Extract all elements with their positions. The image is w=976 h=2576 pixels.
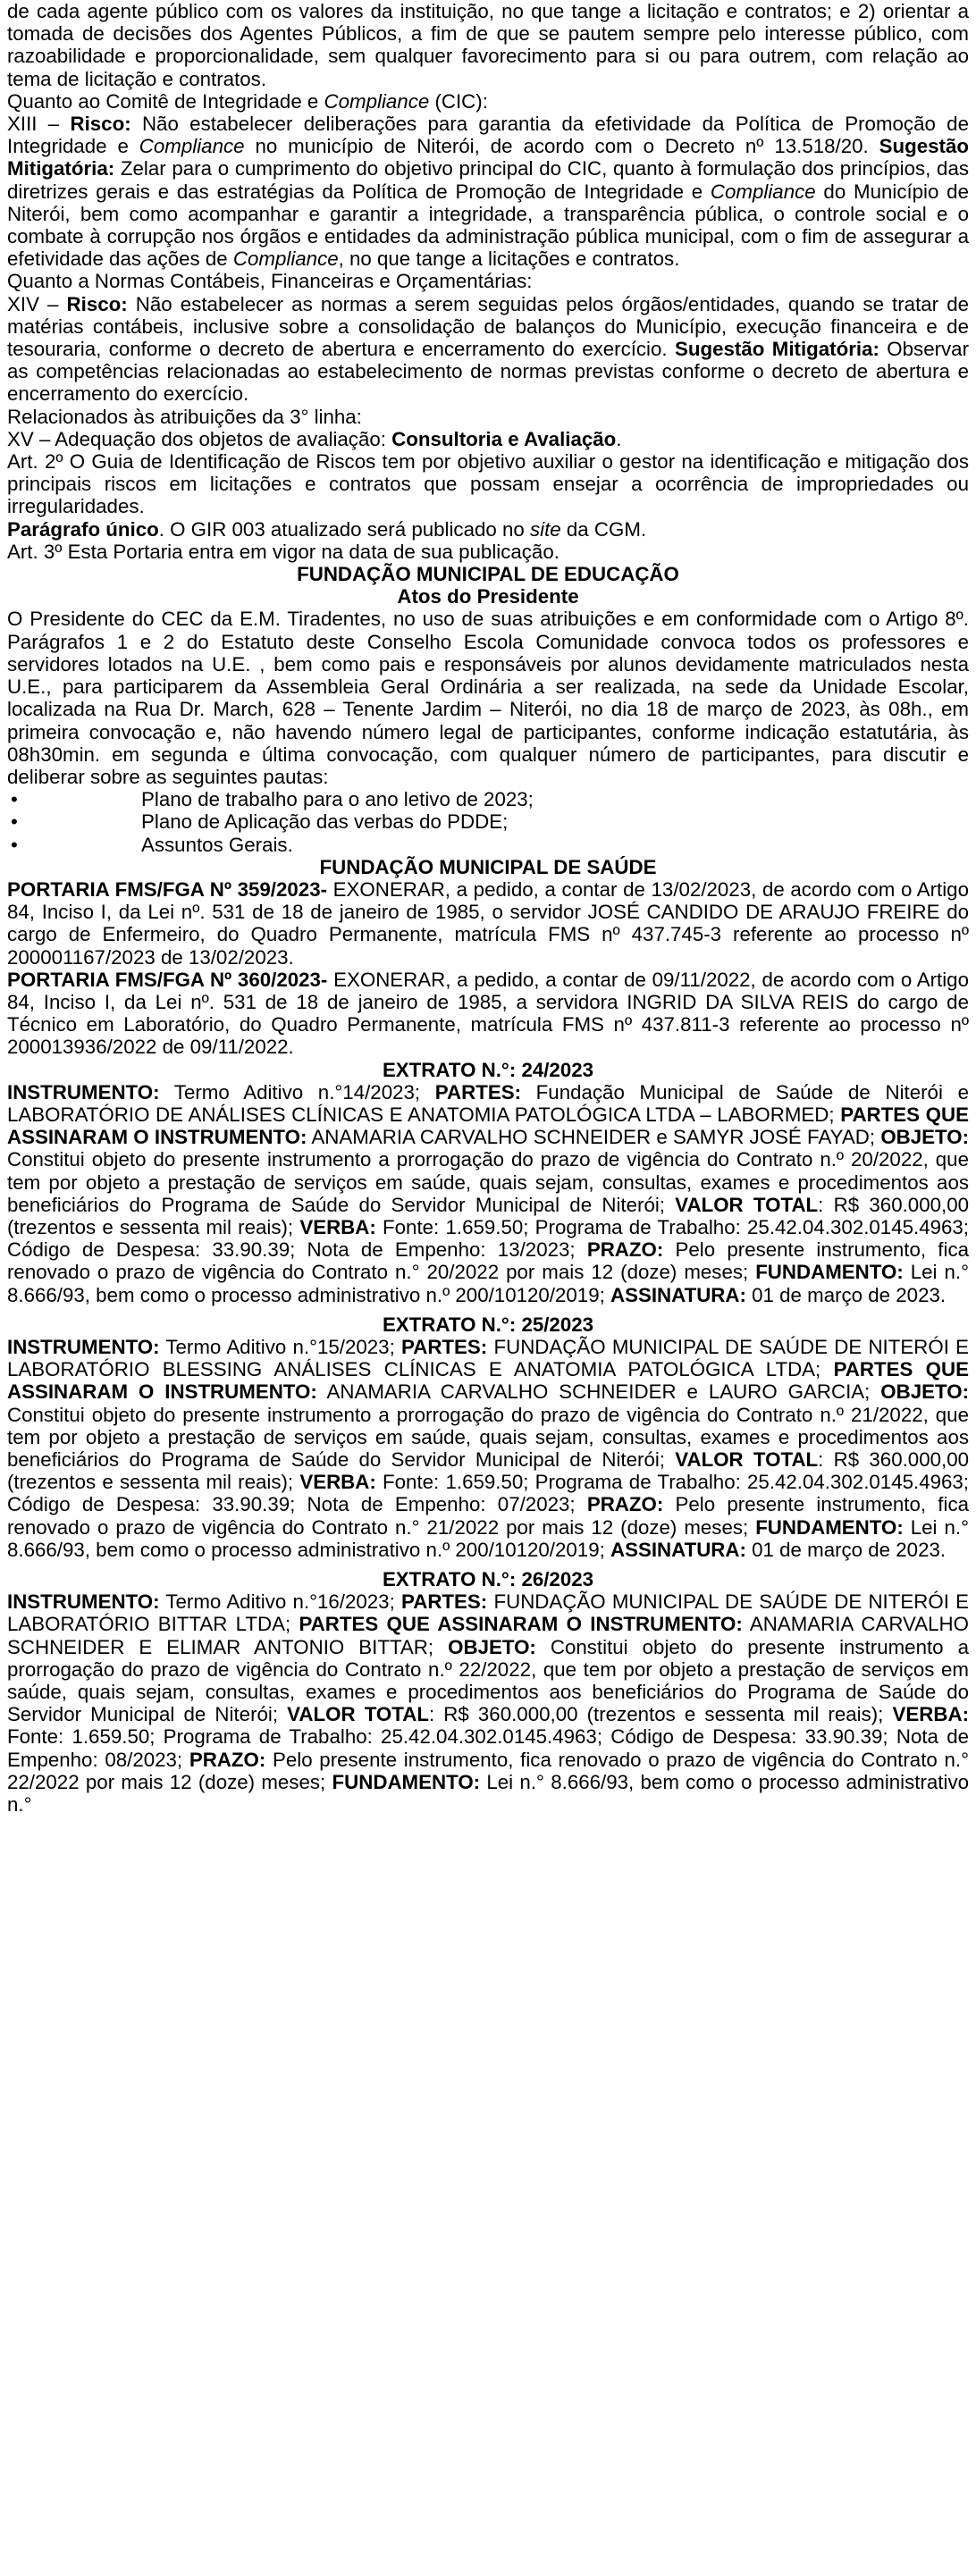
risco-text: no município de Niterói, de acordo com o Decreto nº 13.518/20. [244,135,879,158]
field-label: VERBA: [299,1215,376,1238]
fme-subtitle: Atos do Presidente [397,585,579,608]
field-label: OBJETO: [880,1380,969,1404]
field-label: VERBA: [892,1703,969,1726]
sugestao-text: Observar as competências relacionadas ao estabelecimento de normas previstas conforme o decreto de abertura e encerramento do exercício. [7,338,969,406]
sugestao-text: , no que tange a licitações e contratos. [338,248,680,271]
extrato-26-title: EXTRATO N.°: 26/2023 [382,1568,594,1591]
intro-paragraph: de cada agente público com os valores da instituição, no que tange a licitação e contratos; e 2) orientar a tomada de decisões dos Agentes Públicos, a fim de que se pautem sempre pelo interesse público, com razoabilidade e proporcionalidade, sem qualquer favorecimento para si ou para outrem, com relação ao tema de licitação e contratos. [7,0,969,90]
field-label: PARTES QUE ASSINARAM O INSTRUMENTO: [299,1613,743,1636]
normas-heading: Quanto a Normas Contábeis, Financeiras e Orçamentárias: [7,270,533,293]
list-item [7,834,969,856]
item-number: XIII – [7,113,71,136]
extrato-24-body [7,1081,969,1306]
pauta-text: Assuntos Gerais. [141,833,293,856]
field-text: Fundação Municipal de Saúde de Niterói e LABORATÓRIO DE ANÁLISES CLÍNICAS E ANATOMIA PATOLÓGICA LTDA – LABORMED; [7,1080,969,1126]
paragrafo-unico [7,518,969,541]
field-label: PRAZO: [586,1238,664,1262]
field-text: Fonte: 1.659.50; Programa de Trabalho: 25.42.04.302.0145.4963; Código de Despesa: 33.90.39; Nota de Empenho: 08/2023; [7,1725,969,1771]
paragrafo-em: site [529,517,561,541]
item-bold: Consultoria e Avaliação [391,427,617,450]
linha3-item-xv [7,428,969,450]
field-text: Termo Aditivo n.°14/2023; [159,1080,435,1103]
field-text: Lei n.° 8.666/93, bem como o processo administrativo n.° [7,1770,970,1817]
cic-heading-text: Quanto ao Comitê de Integridade e [7,89,324,113]
field-text: Pelo presente instrumento, fica renovado o prazo de vigência do Contrato n.° 22/2022 por mais 12 (doze) meses; [7,1748,969,1793]
portaria-360 [7,969,969,1059]
risco-text: Não estabelecer deliberações para garantia da efetividade da Política de Promoção de Integridade e [7,113,969,158]
sugestao-em: Compliance [710,180,816,203]
field-label: VERBA: [299,1471,376,1494]
paragrafo-tail: da CGM. [560,517,647,541]
field-label: PRAZO: [586,1493,664,1516]
field-text: 01 de março de 2023. [745,1283,947,1306]
portaria-label: PORTARIA FMS/FGA Nº 360/2023- [7,968,328,991]
field-text: Constitui objeto do presente instrumento a prorrogação do prazo de vigência do Contrato n.º 21/2022, que tem por objeto a prestação de serviços em saúde, quais sejam, consultas, exames e procedimentos aos beneficiários do Programa de Saúde do Servidor Municipal de Niterói; [7,1403,969,1471]
cic-heading-tail: (CIC): [429,89,488,113]
field-text: Lei n.° 8.666/93, bem como o processo administrativo n.º 200/10120/2019; [7,1515,969,1561]
field-label: VALOR TOTAL [287,1703,429,1726]
bullet-icon: • [11,788,18,811]
bullet-icon: • [11,810,18,834]
fme-body: O Presidente do CEC da E.M. Tiradentes, no uso de suas atribuições e em conformidade com o Artigo 8º. Parágrafos 1 e 2 do Estatuto deste Conselho Escola Comunidade convoca todos os professores e servidores lotados na U.E. , bem como pais e responsáveis por alunos devidamente matriculados nesta U.E., para participarem da Assembleia Geral Ordinária a ser realizada, na sede da Unidade Escolar, localizada na Rua Dr. March, 628 – Tenente Jardim – Niterói, no dia 18 de março de 2023, às 08h., em primeira convocação e, não havendo número legal de participantes, conforme indicação estatutária, às 08h30min. em segunda e última convocação, com qualquer número de participantes, para discutir e deliberar sobre as seguintes pautas: [7,608,969,788]
paragrafo-label: Parágrafo único [7,517,159,541]
normas-item-xiv [7,293,969,406]
sugestao-em: Compliance [232,248,339,271]
risco-label: Risco: [70,113,131,136]
field-text: : R$ 360.000,00 (trezentos e sessenta mil reais); [7,1193,969,1238]
risco-label: Risco: [66,292,128,315]
pauta-text: Plano de trabalho para o ano letivo de 2023; [141,788,534,811]
list-item [7,788,969,810]
field-text: ANAMARIA CARVALHO SCHNEIDER e SAMYR JOSÉ FAYAD; [307,1126,881,1149]
field-label: OBJETO: [880,1126,970,1149]
linha3-heading: Relacionados às atribuições da 3° linha: [7,405,362,428]
cic-item-xiii [7,113,969,270]
field-label: FUNDAMENTO: [332,1770,481,1793]
paragrafo-text: . O GIR 003 atualizado será publicado no [158,517,530,541]
item-tail: . [616,427,622,450]
field-text: Constitui objeto do presente instrumento a prorrogação do prazo de vigência do Contrato n.º 20/2022, que tem por objeto a prestação de serviços em saúde, quais sejam, consultas, exames e procedimentos aos beneficiários do Programa de Saúde do Servidor Municipal de Niterói; [7,1148,969,1216]
field-label: OBJETO: [448,1635,536,1658]
risco-text: Não estabelecer as normas a serem seguidas pelos órgãos/entidades, quando se tratar de matérias contábeis, inclusive sobre a consolidação de balanços do Município, execução financeira e de tesouraria, conforme o decreto de abertura e encerramento do exercício. [7,292,969,361]
field-label: PARTES: [401,1335,488,1358]
field-text: : R$ 360.000,00 (trezentos e sessenta mil reais); [7,1448,969,1494]
field-text: 01 de março de 2023. [745,1538,947,1561]
field-text: Fonte: 1.659.50; Programa de Trabalho: 25.42.04.302.0145.4963; Código de Despesa: 33.90.39; Nota de Empenho: 07/2023; [7,1471,969,1516]
field-text: FUNDAÇÃO MUNICIPAL DE SAÚDE DE NITERÓI E LABORATÓRIO BLESSING ANÁLISES CLÍNICAS E ANATOMIA PATOLÓGICA LTDA; [7,1335,969,1381]
fme-title: FUNDAÇÃO MUNICIPAL DE EDUCAÇÃO [297,563,679,586]
sugestao-label: Sugestão Mitigatória: [675,338,879,361]
field-label: PARTES: [401,1590,488,1614]
field-label: PARTES: [434,1080,521,1103]
fms-title: FUNDAÇÃO MUNICIPAL DE SAÚDE [319,855,657,878]
field-label: FUNDAMENTO: [755,1515,904,1539]
extrato-24-title: EXTRATO N.°: 24/2023 [382,1058,594,1081]
field-label: PARTES QUE ASSINARAM O INSTRUMENTO: [7,1103,969,1149]
art2-paragraph: Art. 2º O Guia de Identificação de Riscos tem por objetivo auxiliar o gestor na identificação e mitigação dos principais riscos em licitações e contratos que possam ensejar a ocorrência de impropriedades ou irregularidades. [7,450,969,518]
field-label: PARTES QUE ASSINARAM O INSTRUMENTO: [7,1358,969,1404]
cic-heading [7,90,969,113]
field-text: FUNDAÇÃO MUNICIPAL DE SAÚDE DE NITERÓI E LABORATÓRIO BITTAR LTDA; [7,1590,969,1636]
field-text: Constitui objeto do presente instrumento a prorrogação do prazo de vigência do Contrato n.º 22/2022, que tem por objeto a prestação de serviços em saúde, quais sejam, consultas, exames e procedimentos aos beneficiários do Programa de Saúde do Servidor Municipal de Niterói; [7,1635,969,1726]
field-label: FUNDAMENTO: [755,1261,904,1284]
item-number: XIV – [7,292,67,315]
field-label: INSTRUMENTO: [7,1335,160,1358]
field-text: Fonte: 1.659.50; Programa de Trabalho: 25.42.04.302.0145.4963; Código de Despesa: 33.90.39; Nota de Empenho: 13/2023; [7,1215,969,1262]
field-label: ASSINATURA: [610,1538,746,1561]
field-label: INSTRUMENTO: [7,1590,160,1614]
risco-em: Compliance [139,135,245,158]
art3-paragraph: Art. 3º Esta Portaria entra em vigor na data de sua publicação. [7,540,560,563]
field-text: ANAMARIA CARVALHO SCHNEIDER E ELIMAR ANTONIO BITTAR; [7,1613,969,1658]
document-page [7,0,969,1816]
sugestao-label: Sugestão Mitigatória: [7,135,969,180]
portaria-text: EXONERAR, a pedido, a contar de 09/11/2022, de acordo com o Artigo 84, Inciso I, da Lei nº. 531 de 18 de janeiro de 1985, a servidora INGRID DA SILVA REIS do cargo de Técnico em Laboratório, do Quadro Permanente, matrícula FMS nº 437.811-3 referente ao processo nº 200013936/2022 de 09/11/2022. [7,968,969,1059]
pauta-list [7,788,969,856]
field-text: Lei n.° 8.666/93, bem como o processo administrativo n.º 200/10120/2019; [7,1261,969,1306]
extrato-26-body [7,1590,969,1816]
portaria-label: PORTARIA FMS/FGA Nº 359/2023- [7,877,328,901]
field-label: INSTRUMENTO: [7,1080,160,1103]
field-label: PRAZO: [189,1748,266,1771]
list-item [7,810,969,833]
field-text: Pelo presente instrumento, fica renovado o prazo de vigência do Contrato n.° 20/2022 por mais 12 (doze) meses; [7,1238,969,1284]
field-text: ANAMARIA CARVALHO SCHNEIDER e LAURO GARCIA; [316,1380,881,1404]
field-text: Termo Aditivo n.°15/2023; [159,1335,402,1358]
sugestao-text: Zelar para o cumprimento do objetivo principal do CIC, quanto à formulação dos princípios, das diretrizes gerais e das estratégias da Política de Promoção de Integridade e [7,157,969,203]
item-text: XV – Adequação dos objetos de avaliação: [7,427,392,450]
extrato-25-title: EXTRATO N.°: 25/2023 [382,1313,594,1336]
bullet-icon: • [11,833,18,856]
field-text: Termo Aditivo n.°16/2023; [159,1590,402,1614]
cic-heading-em: Compliance [324,89,430,113]
sugestao-text: do Município de Niterói, bem como acompanhar e garantir a integridade, a transparência pública, o controle social e o combate à corrupção nos órgãos e entidades da administração pública municipal, com o fim de assegurar a efetividade das ações de [7,180,969,271]
pauta-text: Plano de Aplicação das verbas do PDDE; [141,810,509,834]
field-label: VALOR TOTAL [675,1193,819,1216]
portaria-text: EXONERAR, a pedido, a contar de 13/02/2023, de acordo com o Artigo 84, Inciso I, da Lei nº. 531 de 18 de janeiro de 1985, o servidor JOSÉ CANDIDO DE ARAUJO FREIRE do cargo de Enfermeiro, do Quadro Permanente, matrícula FMS nº 437.745-3 referente ao processo nº 200001167/2023 de 13/02/2023. [7,877,969,969]
field-text: : R$ 360.000,00 (trezentos e sessenta mil reais); [428,1703,893,1726]
portaria-359 [7,878,969,969]
field-label: VALOR TOTAL [675,1448,819,1471]
field-label: ASSINATURA: [610,1283,746,1306]
extrato-25-body [7,1336,969,1561]
field-text: Pelo presente instrumento, fica renovado o prazo de vigência do Contrato n.° 21/2022 por mais 12 (doze) meses; [7,1493,969,1539]
